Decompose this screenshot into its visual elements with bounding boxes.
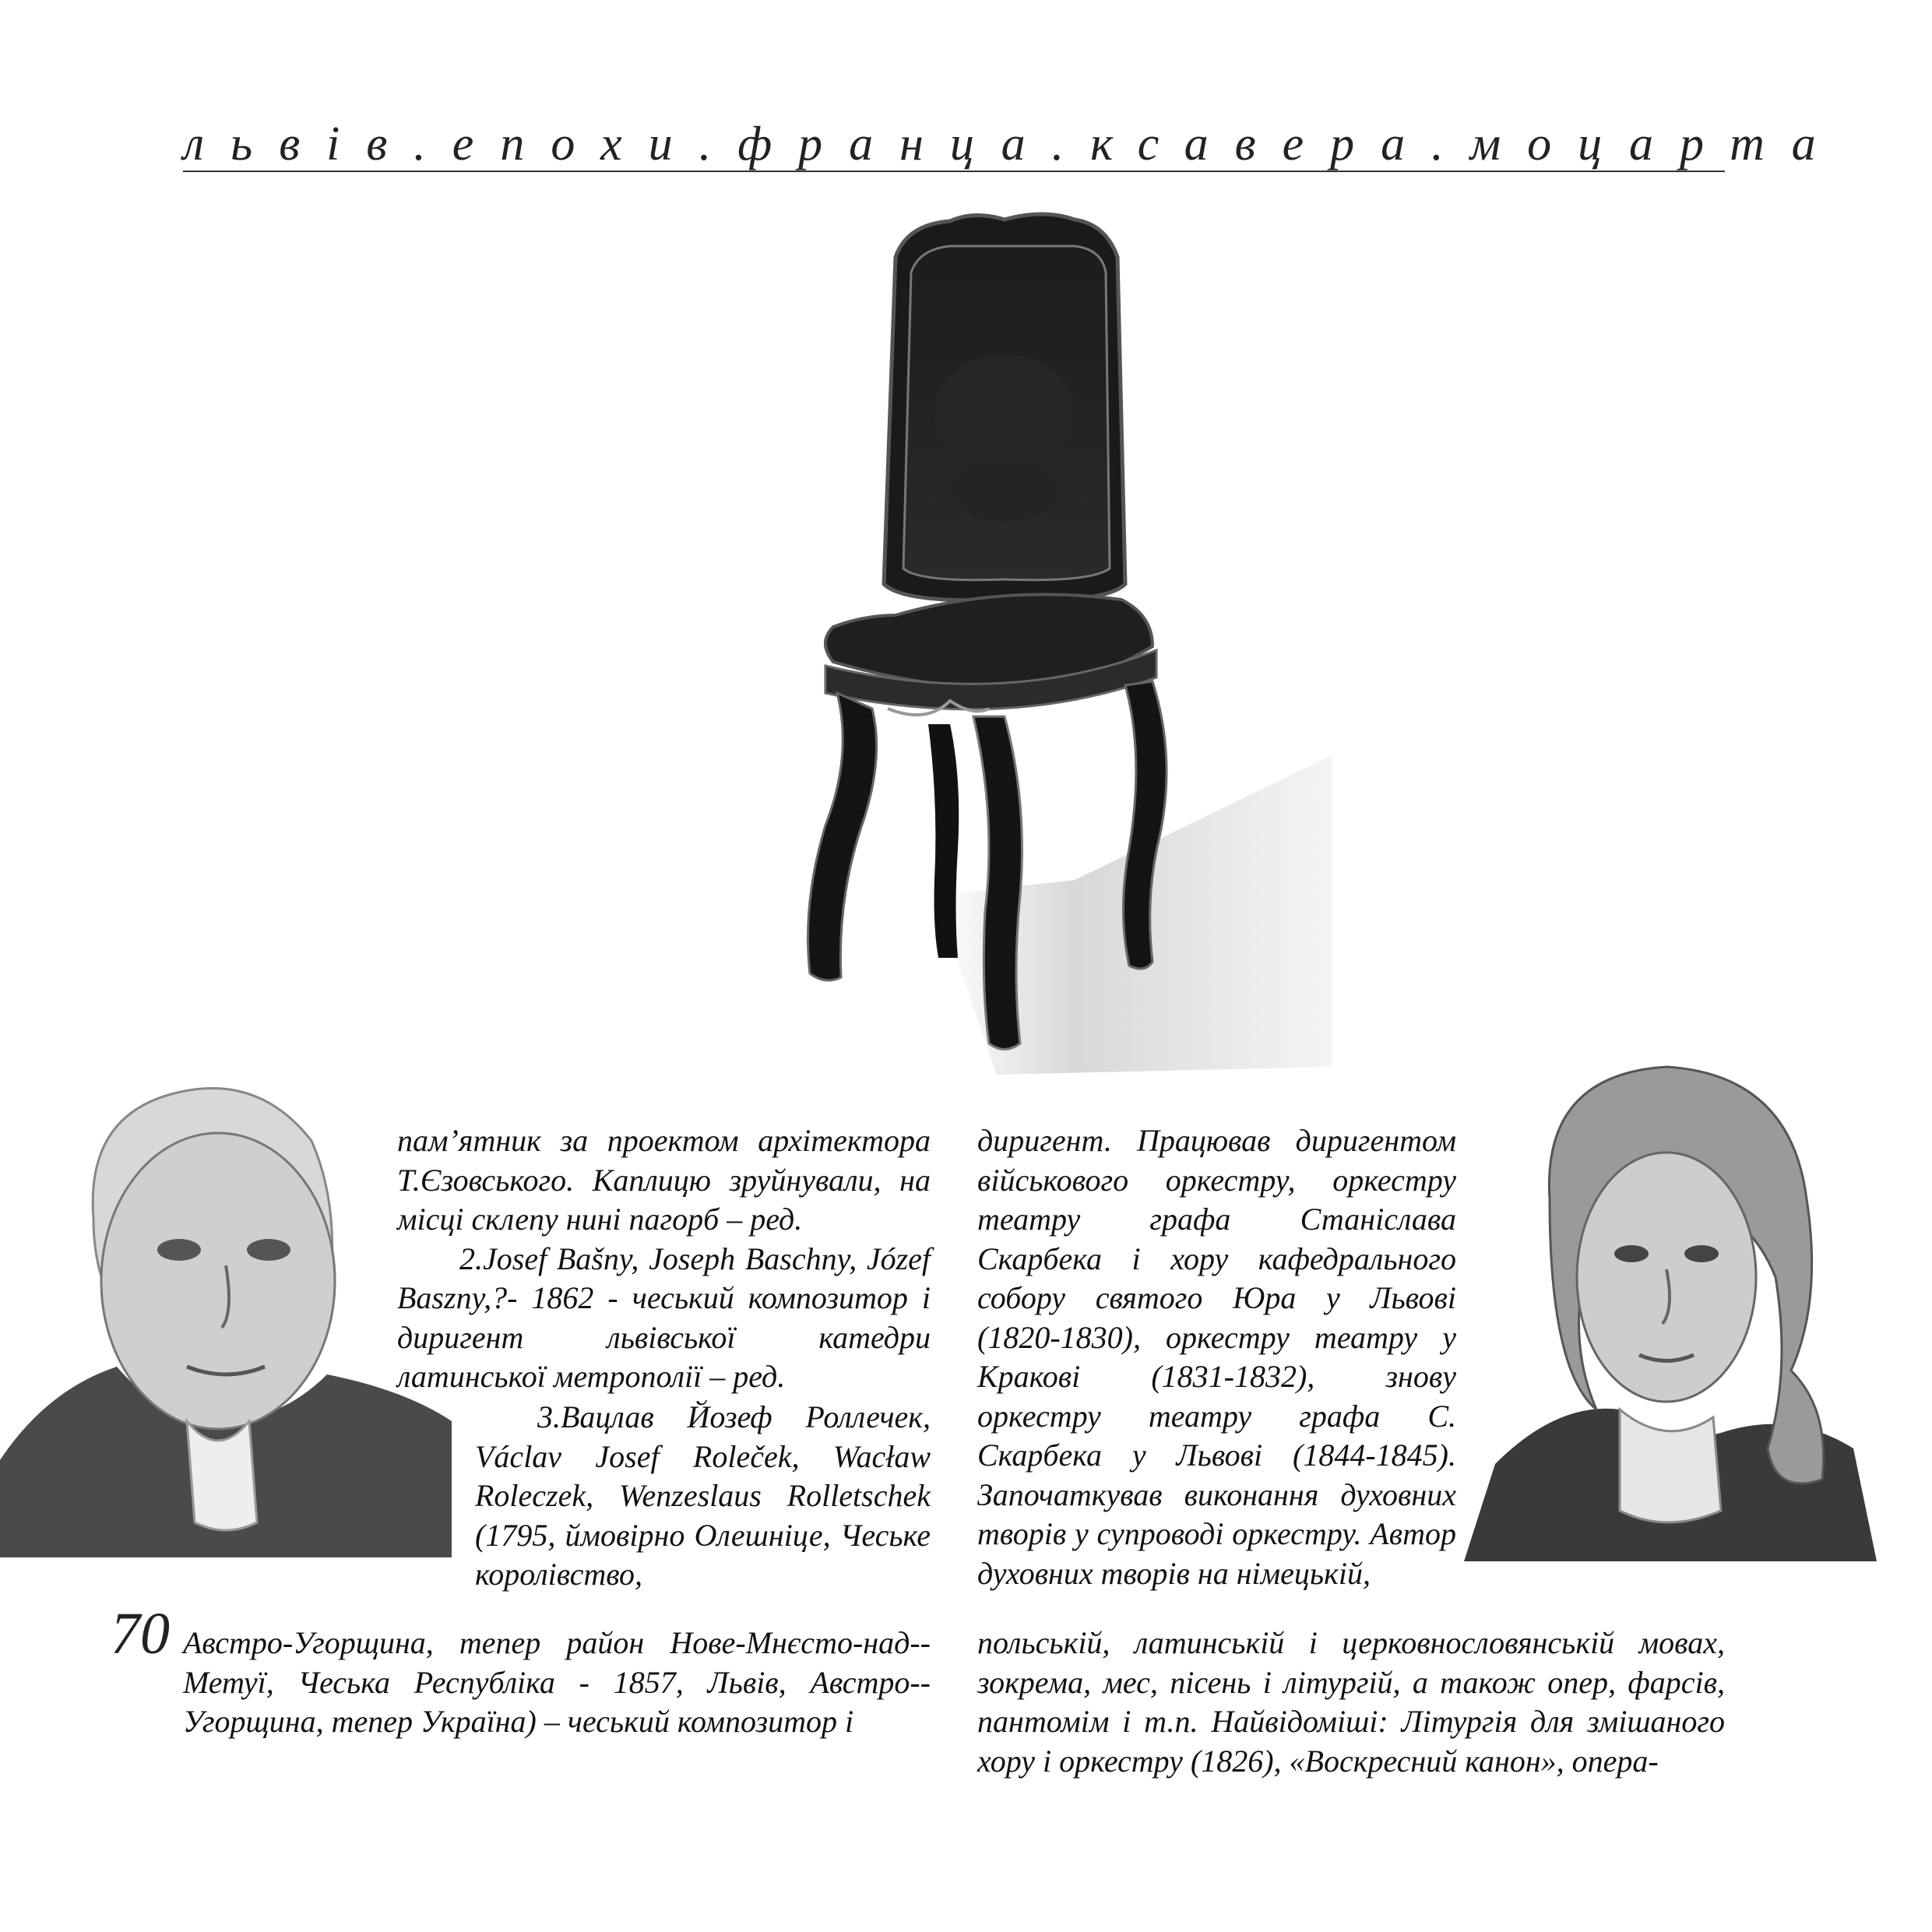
paragraph: Австро-Угорщина, тепер район Нове-Мнєсто-над--Метуї, Чеська Республіка - 1857, Львів, Австро--Угорщина, тепер Україна) – чеський композитор і: [183, 1625, 931, 1739]
header-rule: [183, 171, 1725, 172]
paragraph: диригент. Працював диригентом військового оркестру, оркестру театру графа Станіслава Скарбека і хору кафедрального собору святого Юра у Львові (1820-1830), оркестру театру у Кракові (1831-1832), знову оркестру театру графа С. Скарбека у Львові (1844-1845). Започаткував виконання духовних творів у супроводі оркестру. Автор духовних творів на німецькій,: [977, 1123, 1456, 1591]
paragraph: 3.Вацлав Йозеф Роллечек, Václav Josef Roleček, Wacław Roleczek, Wenzeslaus Rolletschek (1795, ймовірно Олешніце, Чеське королівство,: [475, 1399, 931, 1592]
right-column-bottom: [977, 1624, 1725, 1781]
paragraph: пам’ятник за проектом архітектора Т.Єзовського. Каплицю зруйнували, на місці склепу нині пагорб – ред.: [397, 1123, 931, 1237]
paragraph: 2.Josef Bašny, Joseph Baschny, Józef Baszny,?- 1862 - чеський композитор і диригент львівської катедри латинської метрополії – ред.: [397, 1240, 931, 1394]
running-title: львів.епохи.франца.ксавера.моцарта: [183, 118, 1842, 171]
left-column-middle: [475, 1398, 931, 1595]
portrait-right: [1464, 1043, 1877, 1561]
paragraph: польській, латинській і церковнословянській мовах, зокрема, мес, пісень і літургій, а також опер, фарсів, пантомім і т.п. Найвідоміші: Літургія для змішаного хору і оркестру (1826), «Воскресний канон», опера-: [977, 1625, 1725, 1779]
portrait-left: [0, 1055, 452, 1557]
chair-photo: [639, 210, 1332, 1082]
left-column-bottom: [183, 1624, 931, 1742]
left-column-top: [397, 1121, 931, 1397]
page-number: 70: [111, 1601, 170, 1666]
right-column-top: [977, 1121, 1456, 1593]
